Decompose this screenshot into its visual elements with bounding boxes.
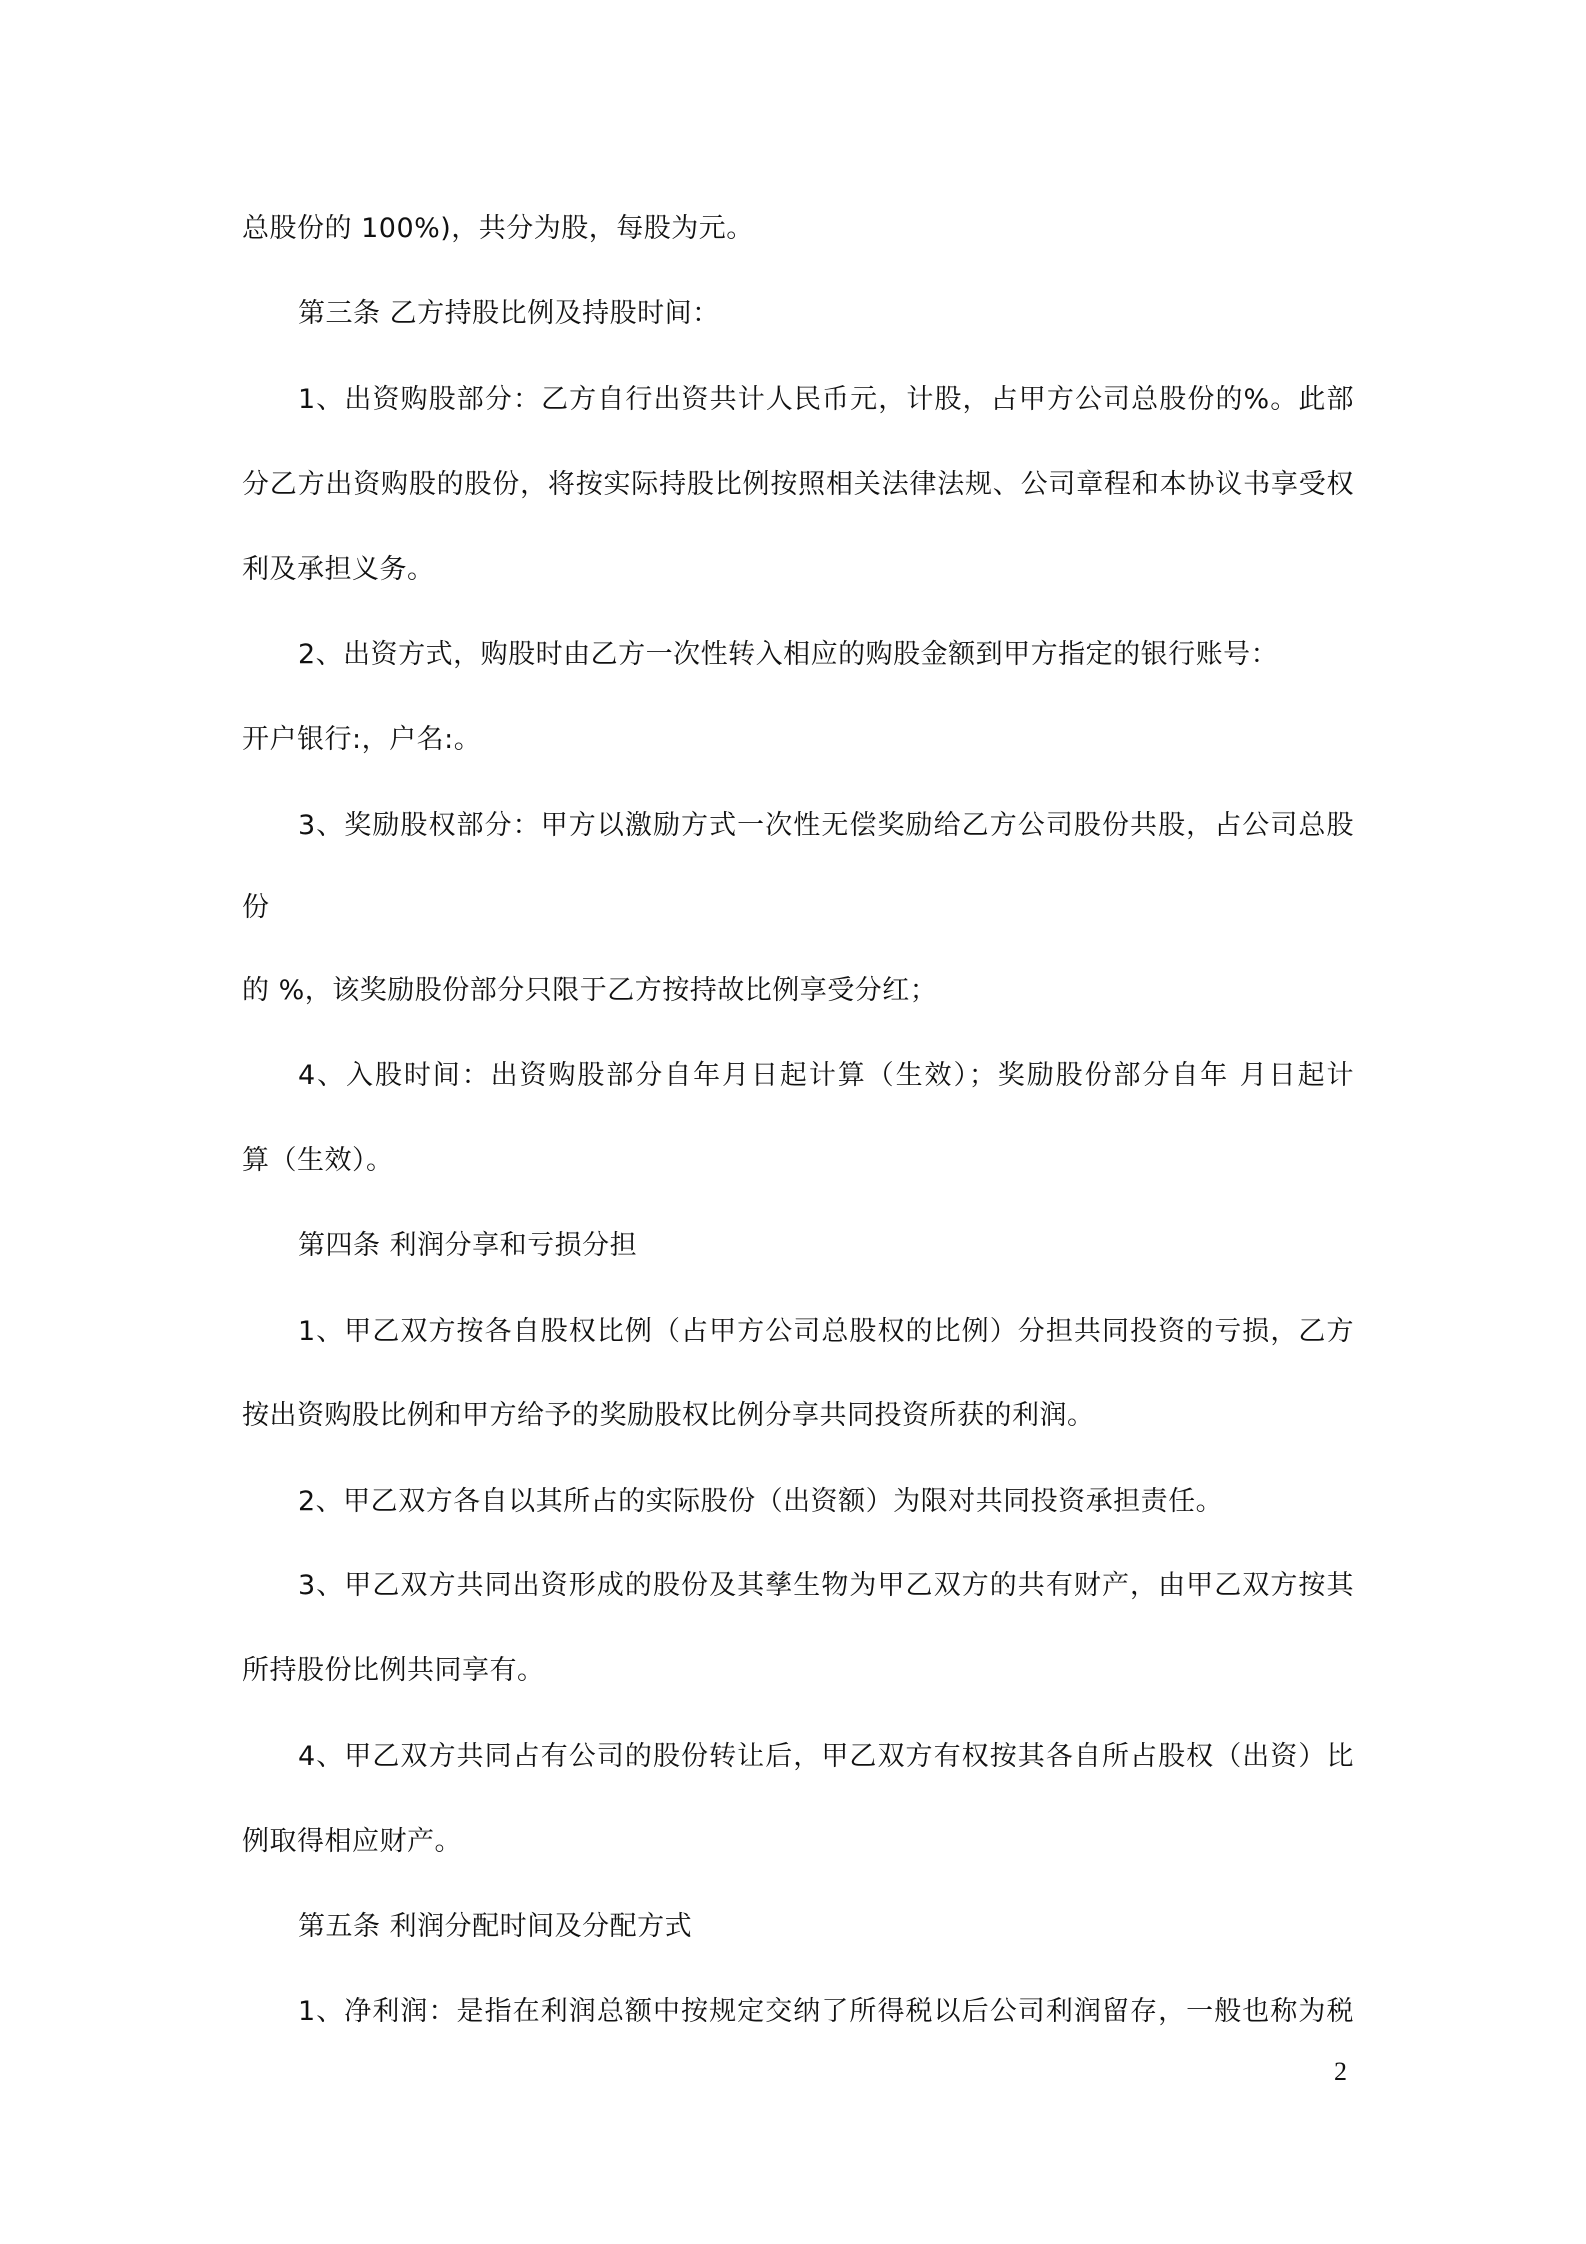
text-line: 1、出资购股部分：乙方自行出资共计人民币元，计股，占甲方公司总股份的%。此部 — [298, 384, 1354, 415]
text-line: 1、净利润：是指在利润总额中按规定交纳了所得税以后公司利润留存，一般也称为税 — [298, 1996, 1354, 2027]
text-line: 4、入股时间：出资购股部分自年月日起计算（生效）；奖励股份部分自年 月日起计 — [298, 1060, 1354, 1091]
text-line: 分乙方出资购股的股份，将按实际持股比例按照相关法律法规、公司章程和本协议书享受权 — [242, 469, 1354, 500]
text-line: 利及承担义务。 — [242, 554, 435, 585]
text-line: 份 — [242, 892, 270, 923]
section-heading: 第五条 利润分配时间及分配方式 — [298, 1911, 693, 1942]
text-line: 3、奖励股权部分：甲方以激励方式一次性无偿奖励给乙方公司股份共股，占公司总股 — [298, 810, 1354, 841]
text-line: 算（生效）。 — [242, 1145, 394, 1176]
section-heading: 第四条 利润分享和亏损分担 — [298, 1230, 638, 1261]
text-line: 2、出资方式，购股时由乙方一次性转入相应的购股金额到甲方指定的银行账号： — [298, 639, 1279, 670]
text-line: 所持股份比例共同享有。 — [242, 1655, 545, 1686]
text-line: 的 %，该奖励股份部分只限于乙方按持故比例享受分红； — [242, 975, 938, 1006]
text-line: 开户银行:，户名:。 — [242, 724, 482, 755]
text-line: 1、甲乙双方按各自股权比例（占甲方公司总股权的比例）分担共同投资的亏损，乙方 — [298, 1316, 1354, 1347]
text-line: 4、甲乙双方共同占有公司的股份转让后，甲乙双方有权按其各自所占股权（出资）比 — [298, 1741, 1354, 1772]
text-line: 3、甲乙双方共同出资形成的股份及其孳生物为甲乙双方的共有财产，由甲乙双方按其 — [298, 1570, 1354, 1601]
text-line: 总股份的 100%)，共分为股，每股为元。 — [242, 213, 754, 244]
page-number: 2 — [1334, 2057, 1347, 2086]
text-line: 2、甲乙双方各自以其所占的实际股份（出资额）为限对共同投资承担责任。 — [298, 1486, 1224, 1517]
text-line: 按出资购股比例和甲方给予的奖励股权比例分享共同投资所获的利润。 — [242, 1400, 1095, 1431]
section-heading: 第三条 乙方持股比例及持股时间： — [298, 298, 720, 329]
text-line: 例取得相应财产。 — [242, 1826, 462, 1857]
